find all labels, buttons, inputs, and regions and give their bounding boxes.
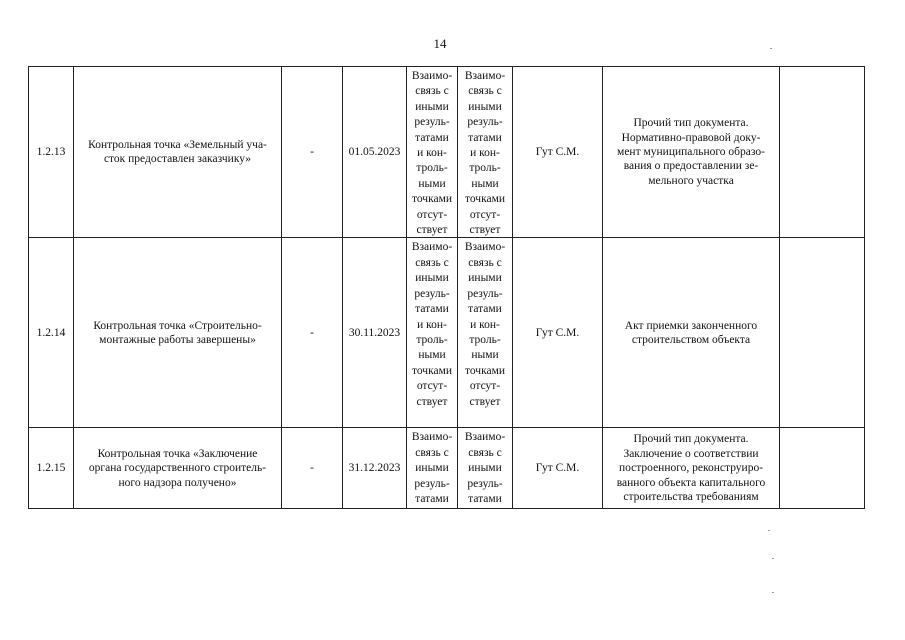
cell-line: резуль-: [467, 477, 503, 490]
cell-line: Взаимо-: [411, 241, 453, 254]
cell-line: ными: [418, 177, 446, 190]
cell-text: -: [310, 326, 314, 339]
responsible-cell: [513, 238, 603, 428]
cell-line: иными: [415, 462, 449, 475]
cell-line: точками: [464, 193, 506, 206]
extra-cell: [780, 428, 865, 509]
table-row: [29, 67, 865, 238]
scan-speck: [772, 558, 774, 559]
scan-speck: [768, 530, 770, 531]
control-point-name: [74, 67, 282, 238]
cell-line: ного надзора получено»: [118, 476, 237, 489]
cell-line: точками: [464, 364, 506, 377]
document-type-cell: [603, 428, 780, 509]
cell-text: Гут С.М.: [535, 462, 580, 475]
dash-cell: [282, 428, 343, 509]
cell-line: ными: [471, 177, 499, 190]
row-code: [29, 238, 74, 428]
cell-line: Контрольная точка «Строительно-: [93, 319, 262, 332]
cell-line: Взаимо-: [464, 241, 506, 254]
cell-line: Взаимо-: [411, 431, 453, 444]
cell-line: резуль-: [414, 287, 450, 300]
cell-line: Взаимо-: [464, 431, 506, 444]
cell-line: мельного участка: [648, 174, 734, 187]
page-number: 14: [433, 36, 447, 51]
row-code: [29, 67, 74, 238]
cell-line: Заключение о соответствии: [623, 447, 759, 460]
relation-cell-1: [407, 67, 458, 238]
cell-line: Контрольная точка «Заключение: [97, 447, 258, 460]
cell-text: -: [310, 146, 314, 159]
relation-cell-1: [407, 428, 458, 509]
relation-cell-2: [458, 238, 513, 428]
cell-line: органа государственного строитель-: [88, 462, 267, 475]
cell-text: 01.05.2023: [348, 146, 401, 159]
cell-line: связь с: [468, 446, 502, 459]
cell-line: татами: [415, 303, 449, 316]
cell-line: строительством объекта: [631, 333, 751, 346]
cell-text: -: [310, 462, 314, 475]
cell-text: 30.11.2023: [348, 326, 401, 339]
cell-line: татами: [415, 131, 449, 144]
cell-line: ствует: [469, 395, 501, 408]
cell-line: Акт приемки законченного: [624, 319, 758, 332]
cell-line: Прочий тип документа.: [633, 117, 749, 130]
cell-line: ными: [418, 349, 446, 362]
cell-line: Взаимо-: [411, 70, 453, 82]
control-points-table: [28, 66, 865, 509]
control-point-name: [74, 428, 282, 509]
cell-line: связь с: [415, 85, 449, 98]
cell-line: отсут-: [469, 380, 501, 393]
relation-cell-2: [458, 428, 513, 509]
cell-line: Взаимо-: [464, 70, 506, 82]
date-cell: [343, 238, 407, 428]
document-type-cell: [603, 67, 780, 238]
cell-text: 31.12.2023: [348, 462, 401, 475]
cell-text: 1.2.15: [36, 462, 66, 475]
date-cell: [343, 67, 407, 238]
dash-cell: [282, 238, 343, 428]
cell-line: Контрольная точка «Земельный уча-: [88, 138, 267, 151]
cell-line: ными: [471, 349, 499, 362]
cell-line: мент муниципального образо-: [617, 146, 765, 159]
cell-line: точками: [411, 193, 453, 206]
cell-line: точками: [411, 364, 453, 377]
cell-text: 1.2.13: [36, 146, 66, 159]
cell-line: монтажные работы завершены»: [99, 333, 256, 346]
cell-line: и кон-: [417, 318, 447, 331]
cell-line: отсут-: [469, 208, 501, 221]
responsible-cell: [513, 67, 603, 238]
cell-line: иными: [468, 462, 502, 475]
cell-line: и кон-: [470, 147, 500, 160]
cell-line: резуль-: [467, 287, 503, 300]
control-point-name: [74, 238, 282, 428]
cell-text: Гут С.М.: [535, 326, 580, 339]
cell-line: троль-: [416, 162, 448, 175]
cell-line: ванного объекта капитального: [616, 476, 766, 489]
cell-line: троль-: [416, 333, 448, 346]
cell-line: связь с: [468, 85, 502, 98]
dash-cell: [282, 67, 343, 238]
extra-cell: [780, 67, 865, 238]
cell-text: Гут С.М.: [535, 146, 580, 159]
cell-line: иными: [468, 272, 502, 285]
relation-cell-2: [458, 67, 513, 238]
date-cell: [343, 428, 407, 509]
table-row: [29, 428, 865, 509]
cell-line: отсут-: [416, 208, 448, 221]
cell-line: татами: [468, 493, 502, 506]
cell-line: Прочий тип документа.: [633, 433, 749, 446]
scan-speck: [770, 48, 772, 49]
cell-line: троль-: [469, 162, 501, 175]
cell-line: ствует: [416, 224, 448, 237]
cell-line: иными: [415, 272, 449, 285]
document-type-cell: [603, 238, 780, 428]
cell-line: троль-: [469, 333, 501, 346]
table-row: [29, 238, 865, 428]
row-code: [29, 428, 74, 509]
cell-line: вания о предоставлении зе-: [623, 160, 759, 173]
cell-line: татами: [468, 303, 502, 316]
cell-line: строительства требованиям: [623, 491, 759, 504]
cell-line: и кон-: [417, 147, 447, 160]
cell-line: Нормативно-правовой доку-: [621, 131, 761, 144]
cell-line: связь с: [415, 256, 449, 269]
cell-line: резуль-: [414, 477, 450, 490]
relation-cell-1: [407, 238, 458, 428]
cell-line: ствует: [416, 395, 448, 408]
cell-line: и кон-: [470, 318, 500, 331]
responsible-cell: [513, 428, 603, 509]
cell-line: иными: [468, 100, 502, 113]
scan-speck: [772, 592, 774, 593]
cell-line: связь с: [415, 446, 449, 459]
cell-line: иными: [415, 100, 449, 113]
cell-line: татами: [415, 493, 449, 506]
cell-line: ствует: [469, 224, 501, 237]
cell-text: 1.2.14: [36, 326, 66, 339]
cell-line: сток предоставлен заказчику»: [103, 153, 252, 166]
cell-line: отсут-: [416, 380, 448, 393]
extra-cell: [780, 238, 865, 428]
cell-line: связь с: [468, 256, 502, 269]
cell-line: резуль-: [467, 116, 503, 129]
cell-line: татами: [468, 131, 502, 144]
cell-line: резуль-: [414, 116, 450, 129]
cell-line: построенного, реконструиро-: [618, 462, 764, 475]
